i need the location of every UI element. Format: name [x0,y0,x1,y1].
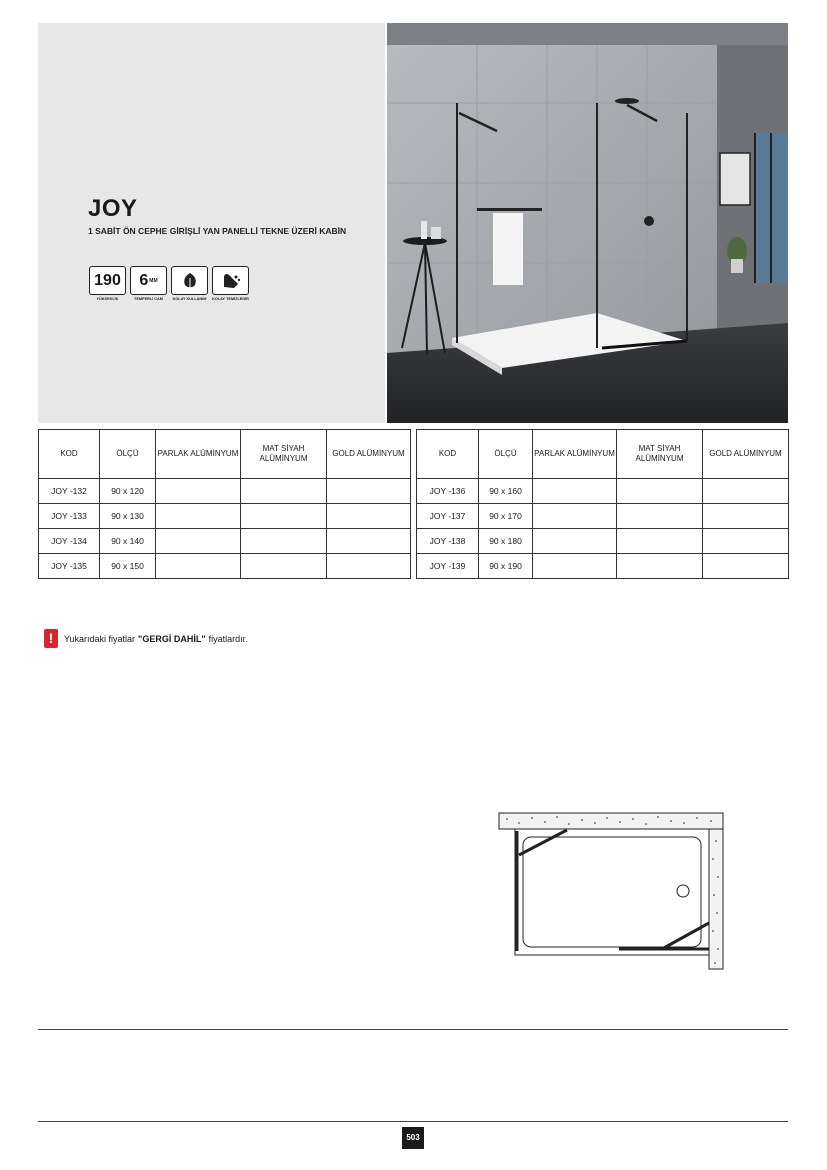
table-header-row [417,430,789,479]
notice-suffix: fiyatlardır. [208,633,248,644]
cell-price [156,504,241,529]
cell-price [156,554,241,579]
table-row [39,504,411,529]
cell-price [327,504,411,529]
cell-price [703,504,789,529]
header-olcu: ÖLÇÜ [100,430,156,479]
hero-section [38,23,788,423]
feature-badges [89,266,249,301]
header-olcu: ÖLÇÜ [479,430,533,479]
header-gold: GOLD ALÜMİNYUM [327,430,411,479]
product-info-panel [38,23,385,423]
table-row [39,479,411,504]
cell-price [156,529,241,554]
warning-icon: ! [44,629,58,648]
table-row [417,554,789,579]
table-header-row [39,430,411,479]
cell-olcu: 90 x 140 [100,529,156,554]
table-row [39,529,411,554]
cell-price [617,529,703,554]
cell-olcu: 90 x 130 [100,504,156,529]
height-190-icon: 190 [89,266,126,295]
price-notice [44,629,248,648]
cell-price [703,529,789,554]
price-table-left [38,429,411,579]
cell-olcu: 90 x 160 [479,479,533,504]
easy-use-leaf-icon [171,266,208,295]
cell-price [241,504,327,529]
cell-price [533,529,617,554]
cell-kod: JOY -136 [417,479,479,504]
header-kod: KOD [39,430,100,479]
notice-prefix: Yukarıdaki fiyatlar [64,633,136,644]
page-number: 503 [402,1127,424,1149]
header-parlak: PARLAK ALÜMİNYUM [156,430,241,479]
cell-kod: JOY -133 [39,504,100,529]
notice-highlight: "GERGİ DAHİL" [138,633,206,644]
top-view-diagram [497,811,727,971]
cell-kod: JOY -132 [39,479,100,504]
cell-price [241,529,327,554]
product-title: JOY [88,195,138,222]
cell-olcu: 90 x 120 [100,479,156,504]
cell-price [156,479,241,504]
cell-price [533,504,617,529]
cell-price [533,479,617,504]
cell-price [327,479,411,504]
cell-kod: JOY -139 [417,554,479,579]
badge-easy-clean: KOLAY TEMİZLENİR [212,266,249,301]
cell-olcu: 90 x 170 [479,504,533,529]
shower-cabin-photo [387,23,788,423]
cell-kod: JOY -138 [417,529,479,554]
divider-top [38,1029,788,1030]
cell-price [617,479,703,504]
cell-olcu: 90 x 190 [479,554,533,579]
table-row [39,554,411,579]
header-parlak: PARLAK ALÜMİNYUM [533,430,617,479]
cell-price [241,479,327,504]
badge-height: 190 YÜKSEKLİK [89,266,126,301]
cell-price [533,554,617,579]
header-mat-siyah: MAT SİYAH ALÜMİNYUM [617,430,703,479]
header-gold: GOLD ALÜMİNYUM [703,430,789,479]
price-table-right [416,429,789,579]
cell-olcu: 90 x 180 [479,529,533,554]
table-row [417,479,789,504]
cell-price [327,554,411,579]
wall-texture [506,816,719,964]
product-photo [387,23,788,423]
badge-glass: 6 MM TEMPERLİ CAM [130,266,167,301]
cell-price [703,479,789,504]
cell-price [617,554,703,579]
tempered-glass-6mm-icon: 6 MM [130,266,167,295]
cell-kod: JOY -135 [39,554,100,579]
cell-kod: JOY -137 [417,504,479,529]
header-mat-siyah: MAT SİYAH ALÜMİNYUM [241,430,327,479]
cell-kod: JOY -134 [39,529,100,554]
divider-bottom [38,1121,788,1122]
cell-olcu: 90 x 150 [100,554,156,579]
cell-price [327,529,411,554]
table-row [417,504,789,529]
product-subtitle: 1 SABİT ÖN CEPHE GİRİŞLİ YAN PANELLİ TEKNE ÜZERİ KABİN [88,226,347,236]
cabin-plan-drawing [497,811,727,971]
cell-price [703,554,789,579]
header-kod: KOD [417,430,479,479]
cell-price [241,554,327,579]
cell-price [617,504,703,529]
table-row [417,529,789,554]
badge-easy-use: KOLAY KULLANIM [171,266,208,301]
easy-clean-drop-icon [212,266,249,295]
